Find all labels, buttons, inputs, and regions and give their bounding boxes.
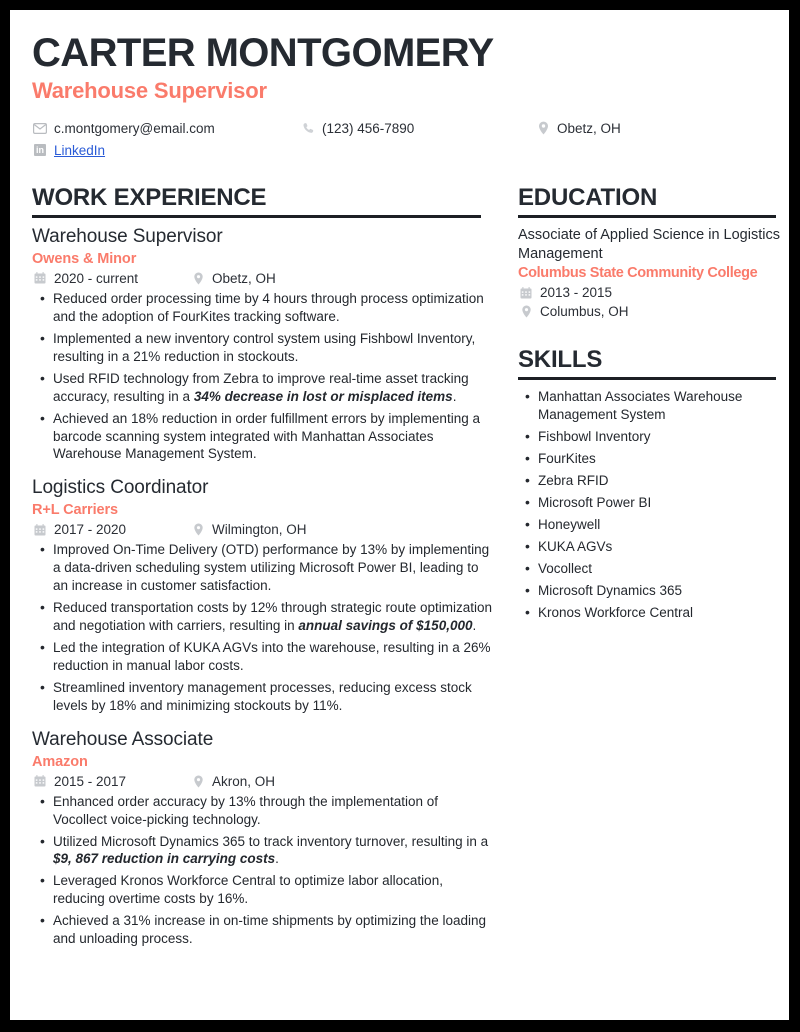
work-entry xyxy=(32,477,492,714)
job-bullet: • Implemented a new inventory control system using Fishbowl Inventory, resulting in a 21% reduction in stockouts. xyxy=(32,330,492,366)
job-meta xyxy=(32,522,492,537)
bullet-emphasis: $9, 867 reduction in carrying costs xyxy=(53,851,276,867)
work-entry-list xyxy=(32,226,492,948)
work-entry xyxy=(32,729,492,948)
map-pin-icon xyxy=(518,305,534,318)
education-title: EDUCATION xyxy=(518,184,658,212)
job-bullet: • Led the integration of KUKA AGVs into the warehouse, resulting in a 26% reduction in manual labor costs. xyxy=(32,639,492,675)
work-entry xyxy=(32,226,492,463)
degree-name: Associate of Applied Science in Logistics Management xyxy=(518,227,780,262)
job-bullet: • Reduced transportation costs by 12% through strategic route optimization and negotiation with carriers, resulting in annual savings of $150,000. xyxy=(32,599,492,635)
skill-item: • KUKA AGVs xyxy=(518,538,788,556)
section-spacer xyxy=(518,319,788,347)
skill-item: • Microsoft Dynamics 365 xyxy=(518,582,788,600)
candidate-headline: Warehouse Supervisor xyxy=(32,78,267,104)
job-dates-text: 2015 - 2017 xyxy=(54,773,127,789)
school-name: Columbus State Community College xyxy=(518,265,758,282)
contact-phone-text: (123) 456-7890 xyxy=(322,120,415,136)
skill-item: • Vocollect xyxy=(518,560,788,578)
calendar-icon xyxy=(32,272,48,284)
map-pin-icon xyxy=(190,272,206,285)
job-location xyxy=(190,774,275,789)
skill-item: • Kronos Workforce Central xyxy=(518,604,788,622)
job-dates-text: 2020 - current xyxy=(54,270,139,286)
section-divider xyxy=(32,215,481,218)
job-title: Warehouse Supervisor xyxy=(32,226,223,248)
job-location-text: Wilmington, OH xyxy=(212,522,307,538)
job-meta xyxy=(32,271,492,286)
contact-phone[interactable] xyxy=(300,121,535,136)
company-name: Owens & Minor xyxy=(32,250,137,267)
job-title: Logistics Coordinator xyxy=(32,477,209,499)
resume-document xyxy=(10,10,789,1020)
skills-list xyxy=(518,388,788,622)
phone-icon xyxy=(300,122,316,135)
bullet-emphasis: annual savings of $150,000 xyxy=(298,618,473,634)
job-meta xyxy=(32,774,492,789)
job-bullet: • Enhanced order accuracy by 13% through the implementation of Vocollect voice-picking technology. xyxy=(32,793,492,829)
job-dates-text: 2017 - 2020 xyxy=(54,522,127,538)
contact-linkedin[interactable] xyxy=(32,143,105,158)
envelope-icon xyxy=(32,123,48,134)
education-dates xyxy=(518,285,788,300)
job-bullet-list xyxy=(32,793,492,949)
calendar-icon xyxy=(32,775,48,787)
linkedin-link[interactable]: LinkedIn xyxy=(54,142,106,158)
map-pin-icon xyxy=(190,523,206,536)
job-dates xyxy=(32,271,190,286)
job-dates xyxy=(32,774,190,789)
linkedin-icon xyxy=(32,144,48,156)
resume-header xyxy=(32,32,769,161)
education-location-text: Columbus, OH xyxy=(540,304,629,320)
education-location xyxy=(518,304,788,319)
company-name: Amazon xyxy=(32,753,88,770)
job-location xyxy=(190,522,307,537)
section-divider xyxy=(518,377,776,380)
contact-block xyxy=(32,117,769,161)
section-education xyxy=(518,185,788,319)
contact-row-primary xyxy=(32,117,769,139)
skills-title: SKILLS xyxy=(518,346,603,374)
map-pin-icon xyxy=(190,775,206,788)
job-title: Warehouse Associate xyxy=(32,728,214,750)
job-bullet: • Achieved an 18% reduction in order fulfillment errors by implementing a barcode scanning system integrated with Manhattan Associates Warehouse Management System. xyxy=(32,410,492,464)
education-dates-text: 2013 - 2015 xyxy=(540,285,613,301)
job-dates xyxy=(32,522,190,537)
skill-item: • Microsoft Power BI xyxy=(518,494,788,512)
job-bullet: • Streamlined inventory management processes, reducing excess stock levels by 18% and minimizing stockouts by 11%. xyxy=(32,679,492,715)
bullet-emphasis: 34% decrease in lost or misplaced items xyxy=(193,388,453,404)
contact-email-text: c.montgomery@email.com xyxy=(54,120,215,136)
job-bullet: • Used RFID technology from Zebra to improve real-time asset tracking accuracy, resulting in a 34% decrease in lost or misplaced items. xyxy=(32,370,492,406)
calendar-icon xyxy=(32,524,48,536)
job-bullet: • Reduced order processing time by 4 hours through process optimization and the adoption of FourKites tracking software. xyxy=(32,290,492,326)
job-location-text: Akron, OH xyxy=(212,773,276,789)
job-bullet: • Improved On-Time Delivery (OTD) performance by 13% by implementing a data-driven scheduling system utilizing Microsoft Power BI, leading to an increase in customer satisfaction. xyxy=(32,541,492,595)
job-bullet: • Achieved a 31% increase in on-time shipments by optimizing the loading and unloading process. xyxy=(32,912,492,948)
job-bullet: • Utilized Microsoft Dynamics 365 to track inventory turnover, resulting in a $9, 867 reduction in carrying costs. xyxy=(32,833,492,869)
education-entry-list xyxy=(518,226,788,319)
skill-item: • Zebra RFID xyxy=(518,472,788,490)
company-name: R+L Carriers xyxy=(32,502,118,519)
skill-item: • Manhattan Associates Warehouse Management System xyxy=(518,388,788,423)
contact-location xyxy=(535,121,715,136)
candidate-name: CARTER MONTGOMERY xyxy=(32,31,494,75)
skill-item: • Fishbowl Inventory xyxy=(518,428,788,446)
section-divider xyxy=(518,215,776,218)
section-work-experience xyxy=(32,185,492,948)
job-bullet: • Leveraged Kronos Workforce Central to optimize labor allocation, reducing overtime costs by 16%. xyxy=(32,872,492,908)
resume-body xyxy=(32,184,780,954)
contact-location-text: Obetz, OH xyxy=(557,120,621,136)
left-column xyxy=(32,185,492,954)
job-bullet-list xyxy=(32,541,492,715)
calendar-icon xyxy=(518,287,534,299)
job-location-text: Obetz, OH xyxy=(212,270,276,286)
skill-item: • FourKites xyxy=(518,450,788,468)
linkedin-badge-text: in xyxy=(36,145,44,156)
map-pin-icon xyxy=(535,121,551,135)
job-bullet-list xyxy=(32,290,492,464)
work-experience-title: WORK EXPERIENCE xyxy=(32,184,267,212)
section-skills xyxy=(518,347,788,621)
contact-row-secondary xyxy=(32,139,769,161)
skill-item: • Honeywell xyxy=(518,516,788,534)
education-entry xyxy=(518,226,788,319)
contact-email[interactable] xyxy=(32,121,300,136)
right-column xyxy=(518,185,788,954)
job-location xyxy=(190,271,276,286)
